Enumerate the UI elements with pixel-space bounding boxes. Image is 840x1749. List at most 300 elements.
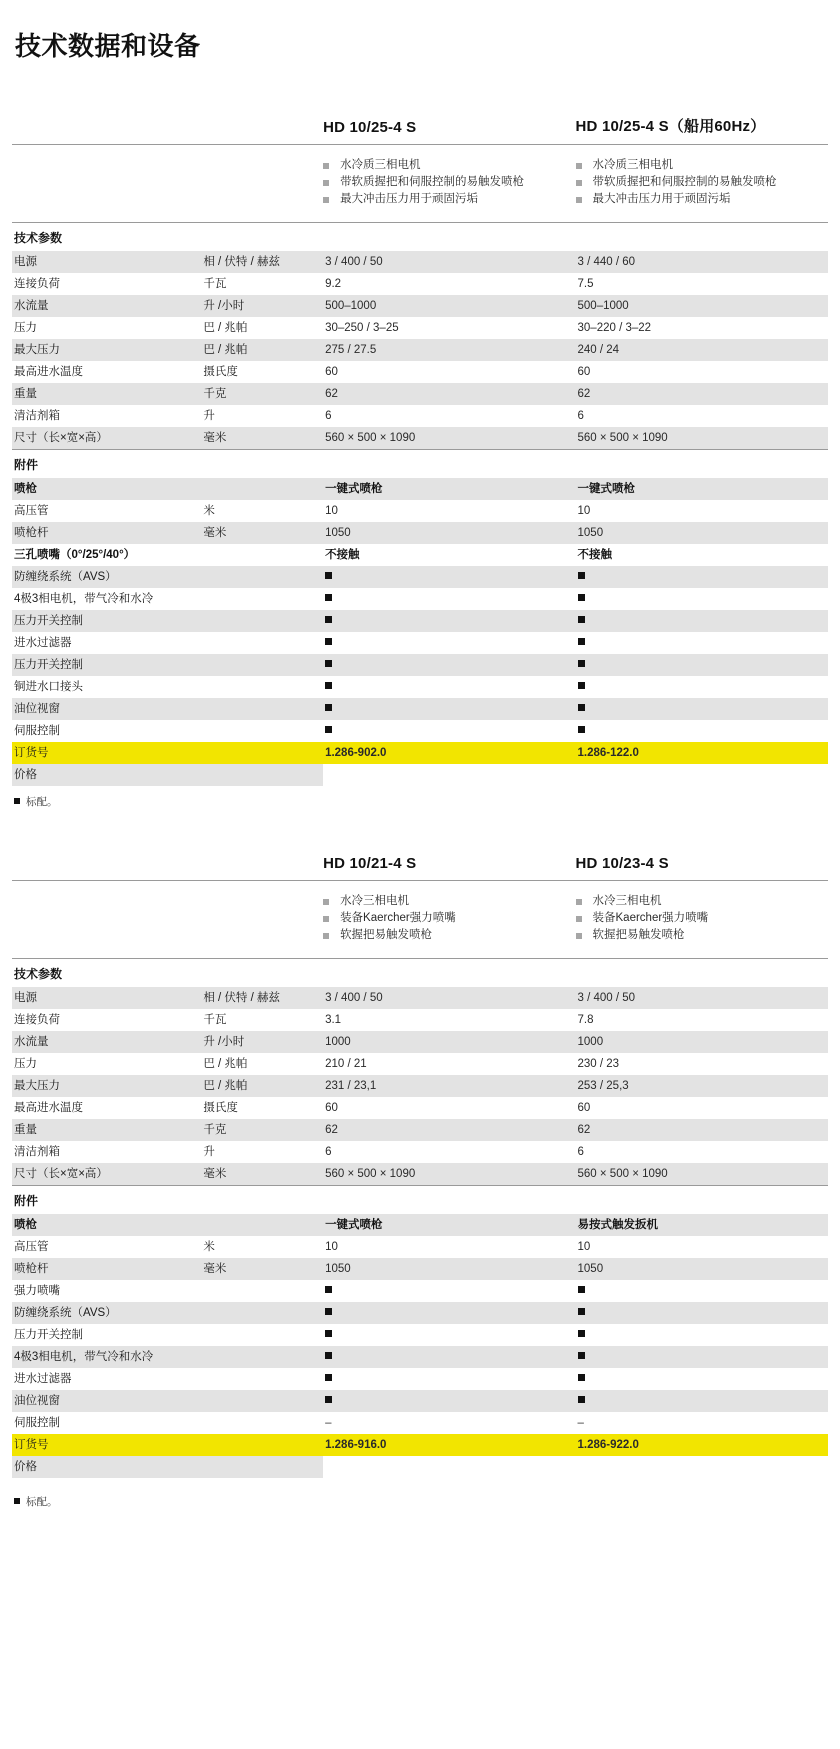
row-unit	[201, 676, 323, 698]
feature-included-cell	[576, 1390, 828, 1412]
row-unit	[201, 1456, 323, 1478]
model-name-cell	[576, 855, 828, 880]
table-row	[12, 1075, 828, 1097]
value-cell: 60	[325, 1102, 338, 1114]
value-cell: 1000	[576, 1031, 828, 1053]
row-label: 尺寸（长×宽×高）	[12, 1163, 201, 1186]
value-cell: 3 / 440 / 60	[576, 251, 828, 273]
feature-item: 带软质握把和伺服控制的易触发喷枪	[323, 174, 575, 191]
feature-included-cell	[323, 698, 575, 720]
feature-item: 最大冲击压力用于顽固污垢	[576, 191, 828, 208]
row-label: 压力开关控制	[12, 610, 201, 632]
feature-included-cell	[576, 698, 828, 720]
table-row	[12, 588, 828, 610]
table-row	[12, 522, 828, 544]
filled-square-icon	[578, 704, 585, 711]
footnote-text: 标配。	[26, 1496, 58, 1508]
row-unit: 千克	[201, 1119, 323, 1141]
row-label: 清洁剂箱	[14, 1146, 60, 1158]
filled-square-icon	[578, 1330, 585, 1337]
row-unit	[201, 632, 323, 654]
table-row	[12, 1031, 828, 1053]
dash-mark: –	[325, 1417, 332, 1429]
filled-square-icon	[325, 660, 332, 667]
row-label: 伺服控制	[14, 1417, 60, 1429]
filled-square-icon	[325, 616, 332, 623]
table-row	[12, 698, 828, 720]
order-number-value: 1.286-922.0	[576, 1434, 828, 1456]
row-label: 订货号	[12, 742, 201, 764]
feature-included-cell	[323, 632, 575, 654]
filled-square-icon	[325, 726, 332, 733]
row-label: 铜进水口接头	[14, 681, 83, 693]
feature-included-cell	[576, 1324, 828, 1346]
section-heading: 附件	[12, 1186, 828, 1215]
value-cell: 231 / 23,1	[323, 1075, 575, 1097]
value-cell: 10	[325, 505, 338, 517]
feature-included-cell	[576, 1302, 828, 1324]
feature-included-cell	[323, 1368, 575, 1390]
table-row	[12, 566, 828, 588]
value-cell: 62	[323, 383, 575, 405]
value-cell: 560 × 500 × 1090	[576, 1163, 828, 1186]
table-row	[12, 610, 828, 632]
feature-included-cell	[323, 676, 575, 698]
filled-square-icon	[325, 1352, 332, 1359]
row-unit: 千瓦	[203, 1014, 227, 1026]
value-cell: 不接触	[577, 549, 613, 561]
value-cell: 6	[577, 1146, 584, 1158]
filled-square-icon	[578, 594, 585, 601]
row-unit: 千瓦	[203, 278, 227, 290]
feature-included-cell	[576, 1280, 828, 1302]
page-footnote-final	[12, 1486, 828, 1509]
table-row	[12, 1097, 828, 1119]
spec-table	[12, 115, 828, 786]
model-name: HD 10/23-4 S	[575, 855, 669, 872]
value-cell: 6	[577, 410, 584, 422]
filled-square-icon	[325, 1286, 332, 1293]
feature-item: 装备Kaercher强力喷嘴	[323, 910, 575, 927]
table-row	[12, 1280, 828, 1302]
model-name: HD 10/25-4 S	[323, 119, 417, 136]
table-row	[12, 1412, 828, 1434]
row-label: 伺服控制	[14, 725, 60, 737]
row-unit: 相 / 伏特 / 赫兹	[201, 987, 323, 1009]
feature-list-cell	[323, 881, 575, 959]
row-label: 价格	[12, 1456, 201, 1478]
filled-square-icon	[325, 1396, 332, 1403]
order-number-value: 1.286-122.0	[576, 742, 828, 764]
row-unit	[201, 1280, 323, 1302]
feature-included-cell	[323, 1324, 575, 1346]
table-row	[12, 1324, 828, 1346]
row-label: 最高进水温度	[14, 366, 83, 378]
row-label: 连接负荷	[14, 1014, 60, 1026]
row-unit	[201, 1390, 323, 1412]
section-heading: 附件	[12, 450, 828, 479]
filled-square-icon	[325, 594, 332, 601]
row-unit: 升 /小时	[201, 1031, 323, 1053]
model-name-cell	[323, 115, 575, 144]
row-label: 压力开关控制	[14, 1329, 83, 1341]
filled-square-icon	[578, 1286, 585, 1293]
feature-included-cell	[323, 588, 575, 610]
row-label: 清洁剂箱	[14, 410, 60, 422]
value-cell: 7.5	[577, 278, 594, 290]
row-label: 4极3相电机，带气冷和水冷	[14, 593, 154, 605]
row-unit	[201, 1434, 323, 1456]
row-unit: 毫米	[201, 1163, 323, 1186]
row-label: 尺寸（长×宽×高）	[12, 427, 201, 450]
table-row	[12, 1053, 828, 1075]
table-row	[12, 1258, 828, 1280]
value-cell: 3 / 400 / 50	[323, 987, 575, 1009]
order-number-row	[12, 1434, 828, 1456]
table-row	[12, 500, 828, 522]
feature-included-cell	[323, 1302, 575, 1324]
price-value	[576, 1456, 828, 1478]
price-value	[323, 764, 575, 786]
row-unit	[201, 1368, 323, 1390]
table-row	[12, 1346, 828, 1368]
feature-list-cell	[576, 145, 828, 223]
table-row	[12, 1390, 828, 1412]
filled-square-icon	[578, 682, 585, 689]
value-cell: 10	[325, 1241, 338, 1253]
feature-included-cell	[576, 610, 828, 632]
model-header-row	[12, 115, 828, 144]
row-unit: 巴 / 兆帕	[203, 1058, 248, 1070]
value-cell: 60	[577, 1102, 591, 1114]
row-label: 油位视窗	[12, 1390, 201, 1412]
row-unit	[201, 566, 323, 588]
value-cell: 500–1000	[576, 295, 828, 317]
filled-square-icon	[578, 1352, 585, 1359]
value-cell: 6	[325, 410, 332, 422]
row-unit	[201, 698, 323, 720]
value-cell: 不接触	[325, 549, 360, 561]
row-unit: 巴 / 兆帕	[203, 322, 248, 334]
section-heading: 技术参数	[12, 223, 828, 252]
row-label: 最大压力	[12, 339, 201, 361]
price-value	[576, 764, 828, 786]
row-unit	[201, 1346, 323, 1368]
spacer-cell	[201, 115, 323, 144]
row-label: 喷枪杆	[12, 522, 201, 544]
filled-square-icon	[325, 572, 332, 579]
feature-list	[323, 157, 575, 208]
value-cell: 1050	[576, 1258, 828, 1280]
feature-included-cell	[323, 1346, 575, 1368]
value-cell: 1050	[323, 1258, 575, 1280]
block-footnote: 标配。	[12, 786, 828, 809]
table-row	[12, 295, 828, 317]
spacer-cell	[12, 855, 201, 880]
row-label: 油位视窗	[12, 698, 201, 720]
value-cell: 30–220 / 3–22	[577, 322, 652, 334]
product-blocks	[12, 115, 828, 1478]
row-label: 水流量	[12, 1031, 201, 1053]
feature-item: 水冷质三相电机	[576, 157, 828, 174]
value-cell: 1050	[576, 522, 828, 544]
section-heading-row	[12, 223, 828, 252]
table-row	[12, 720, 828, 742]
row-unit	[201, 544, 323, 566]
feature-included-cell	[576, 632, 828, 654]
value-cell: 10	[577, 1241, 591, 1253]
table-row	[12, 1368, 828, 1390]
table-row	[12, 1141, 828, 1163]
filled-square-icon	[325, 1308, 332, 1315]
table-row	[12, 361, 828, 383]
row-unit	[201, 1412, 323, 1434]
feature-included-cell	[323, 654, 575, 676]
value-cell: 62	[323, 1119, 575, 1141]
table-row	[12, 317, 828, 339]
value-cell: 230 / 23	[577, 1058, 620, 1070]
row-unit: 千克	[201, 383, 323, 405]
row-unit	[201, 1324, 323, 1346]
feature-list-row	[12, 145, 828, 223]
feature-list	[576, 893, 828, 944]
model-header-row	[12, 855, 828, 880]
row-label: 喷枪杆	[12, 1258, 201, 1280]
row-unit: 毫米	[201, 427, 323, 450]
row-label: 压力开关控制	[12, 654, 201, 676]
row-unit: 巴 / 兆帕	[201, 339, 323, 361]
table-row	[12, 544, 828, 566]
feature-list	[576, 157, 828, 208]
value-cell: 500–1000	[323, 295, 575, 317]
feature-item: 水冷质三相电机	[323, 157, 575, 174]
filled-square-icon	[578, 572, 585, 579]
value-cell: 3 / 400 / 50	[323, 251, 575, 273]
value-cell: 1000	[323, 1031, 575, 1053]
feature-absent-cell	[323, 1412, 575, 1434]
price-row	[12, 1456, 828, 1478]
value-cell: 一键式喷枪	[576, 478, 828, 500]
feature-included-cell	[323, 1390, 575, 1412]
row-unit	[201, 1214, 323, 1236]
value-cell: 6	[325, 1146, 332, 1158]
value-cell: 560 × 500 × 1090	[323, 1163, 575, 1186]
section-heading: 技术参数	[12, 959, 828, 988]
filled-square-icon	[325, 704, 332, 711]
spacer-cell	[201, 855, 323, 880]
filled-square-icon	[325, 682, 332, 689]
table-row	[12, 632, 828, 654]
filled-square-icon	[325, 1374, 332, 1381]
row-unit: 毫米	[201, 1258, 323, 1280]
row-unit: 巴 / 兆帕	[201, 1075, 323, 1097]
table-row	[12, 676, 828, 698]
value-cell: 1050	[323, 522, 575, 544]
row-label: 三孔喷嘴（0°/25°/40°）	[14, 549, 136, 561]
value-cell: 10	[577, 505, 591, 517]
filled-square-icon	[578, 1308, 585, 1315]
row-unit: 升	[203, 1146, 215, 1158]
row-unit: 升 /小时	[201, 295, 323, 317]
value-cell: 560 × 500 × 1090	[576, 427, 828, 450]
feature-list	[323, 893, 575, 944]
table-row	[12, 1236, 828, 1258]
dash-mark: –	[577, 1417, 584, 1429]
value-cell: 7.8	[577, 1014, 594, 1026]
spacer-cell	[201, 145, 323, 223]
row-unit: 米	[203, 505, 215, 517]
row-label: 高压管	[14, 1241, 49, 1253]
spacer-cell	[12, 881, 201, 959]
row-label: 水流量	[12, 295, 201, 317]
price-row	[12, 764, 828, 786]
table-row	[12, 1163, 828, 1186]
row-label: 喷枪	[12, 1214, 201, 1236]
value-cell: 30–250 / 3–25	[325, 322, 399, 334]
feature-list-cell	[576, 881, 828, 959]
row-label: 最高进水温度	[14, 1102, 83, 1114]
section-heading-row	[12, 1186, 828, 1215]
feature-included-cell	[576, 566, 828, 588]
feature-item: 装备Kaercher强力喷嘴	[576, 910, 828, 927]
feature-list-row	[12, 881, 828, 959]
filled-square-icon	[578, 1374, 585, 1381]
row-label: 高压管	[14, 505, 49, 517]
row-label: 进水过滤器	[14, 1373, 72, 1385]
filled-square-icon	[14, 1498, 20, 1504]
row-label: 订货号	[12, 1434, 201, 1456]
order-number-row	[12, 742, 828, 764]
product-block	[12, 115, 828, 809]
feature-included-cell	[323, 610, 575, 632]
row-unit	[201, 610, 323, 632]
row-label: 连接负荷	[14, 278, 60, 290]
table-row	[12, 478, 828, 500]
row-label: 电源	[12, 987, 201, 1009]
section-heading-row	[12, 450, 828, 479]
filled-square-icon	[578, 616, 585, 623]
table-row	[12, 251, 828, 273]
feature-included-cell	[323, 720, 575, 742]
spec-table	[12, 855, 828, 1478]
filled-square-icon	[14, 798, 20, 804]
value-cell: 560 × 500 × 1090	[323, 427, 575, 450]
row-unit: 摄氏度	[203, 366, 238, 378]
table-row	[12, 427, 828, 450]
table-row	[12, 654, 828, 676]
feature-included-cell	[323, 566, 575, 588]
row-unit	[201, 478, 323, 500]
value-cell: 62	[576, 1119, 828, 1141]
row-label: 4极3相电机，带气冷和水冷	[12, 1346, 201, 1368]
model-name-cell	[323, 855, 575, 880]
table-row	[12, 1214, 828, 1236]
row-unit	[201, 1302, 323, 1324]
row-unit	[201, 588, 323, 610]
value-cell: 9.2	[325, 278, 342, 290]
value-cell: 一键式喷枪	[323, 1214, 575, 1236]
row-label: 防缠绕系统（AVS）	[12, 566, 201, 588]
feature-list-cell	[323, 145, 575, 223]
row-label: 电源	[12, 251, 201, 273]
feature-included-cell	[576, 588, 828, 610]
value-cell: 275 / 27.5	[323, 339, 575, 361]
feature-included-cell	[576, 1346, 828, 1368]
row-label: 最大压力	[12, 1075, 201, 1097]
value-cell: 253 / 25,3	[576, 1075, 828, 1097]
table-row	[12, 339, 828, 361]
feature-item: 软握把易触发喷枪	[576, 927, 828, 944]
spacer-cell	[12, 145, 201, 223]
order-number-value: 1.286-916.0	[323, 1434, 575, 1456]
row-label: 喷枪	[12, 478, 201, 500]
value-cell: 240 / 24	[576, 339, 828, 361]
feature-item: 水冷三相电机	[576, 893, 828, 910]
row-label: 进水过滤器	[14, 637, 72, 649]
value-cell: 3 / 400 / 50	[576, 987, 828, 1009]
value-cell: 一键式喷枪	[323, 478, 575, 500]
feature-absent-cell	[576, 1412, 828, 1434]
order-number-value: 1.286-902.0	[323, 742, 575, 764]
section-heading-row	[12, 959, 828, 988]
feature-item: 水冷三相电机	[323, 893, 575, 910]
table-row	[12, 1119, 828, 1141]
spacer-cell	[201, 881, 323, 959]
row-label: 防缠绕系统（AVS）	[12, 1302, 201, 1324]
value-cell: 62	[576, 383, 828, 405]
model-name: HD 10/25-4 S（船用60Hz）	[575, 118, 766, 135]
product-block	[12, 855, 828, 1478]
feature-included-cell	[576, 720, 828, 742]
value-cell: 3.1	[325, 1014, 342, 1026]
filled-square-icon	[325, 638, 332, 645]
value-cell: 60	[577, 366, 591, 378]
model-name-cell	[576, 115, 828, 144]
row-unit: 相 / 伏特 / 赫兹	[201, 251, 323, 273]
row-unit	[201, 720, 323, 742]
row-label: 压力	[14, 1058, 37, 1070]
feature-included-cell	[576, 1368, 828, 1390]
row-unit	[201, 742, 323, 764]
model-name: HD 10/21-4 S	[323, 855, 417, 872]
feature-included-cell	[576, 676, 828, 698]
row-unit: 升	[203, 410, 215, 422]
row-unit: 毫米	[201, 522, 323, 544]
filled-square-icon	[578, 1396, 585, 1403]
row-label: 压力	[14, 322, 37, 334]
value-cell: 60	[325, 366, 338, 378]
price-value	[323, 1456, 575, 1478]
row-unit: 米	[203, 1241, 215, 1253]
filled-square-icon	[325, 1330, 332, 1337]
feature-item: 带软质握把和伺服控制的易触发喷枪	[576, 174, 828, 191]
feature-item: 软握把易触发喷枪	[323, 927, 575, 944]
filled-square-icon	[578, 660, 585, 667]
spacer-cell	[12, 115, 201, 144]
page-title: 技术数据和设备	[15, 31, 201, 61]
table-row	[12, 987, 828, 1009]
value-cell: 易按式触发扳机	[576, 1214, 828, 1236]
row-unit: 摄氏度	[203, 1102, 238, 1114]
value-cell: 210 / 21	[325, 1058, 367, 1070]
table-row	[12, 383, 828, 405]
feature-item: 最大冲击压力用于顽固污垢	[323, 191, 575, 208]
row-unit	[201, 764, 323, 786]
row-label: 重量	[12, 1119, 201, 1141]
row-label: 重量	[12, 383, 201, 405]
row-label: 强力喷嘴	[14, 1285, 60, 1297]
table-row	[12, 1009, 828, 1031]
